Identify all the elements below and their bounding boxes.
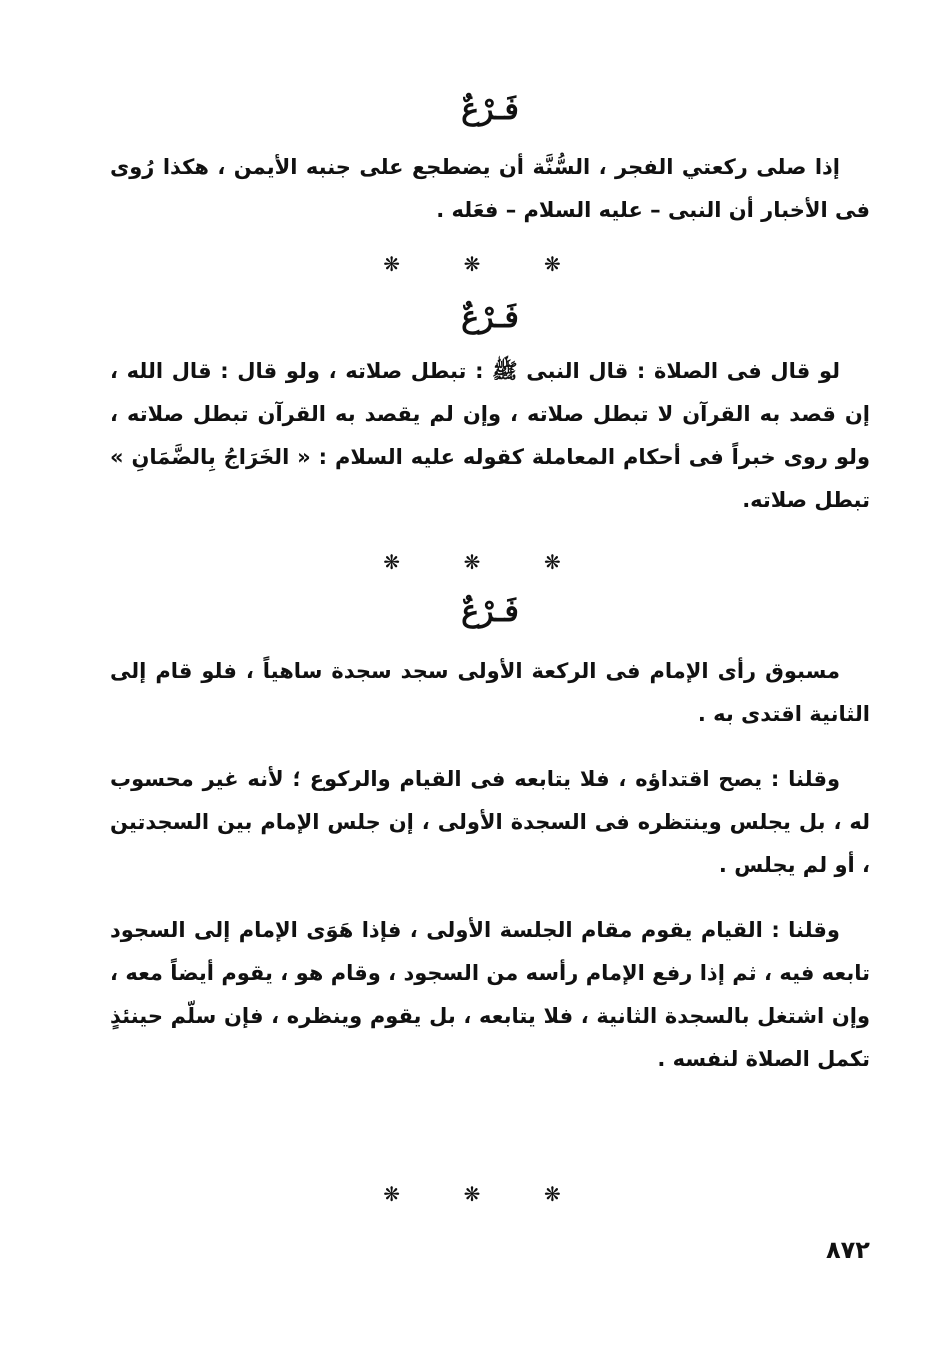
star-icon: ❋ (383, 1182, 401, 1206)
separator-stars (0, 1182, 944, 1206)
paragraph: مسبوق رأى الإمام فى الركعة الأولى سجد سجدة ساهياً ، فلو قام إلى الثانية اقتدى به . (110, 659, 870, 726)
page-number: ٨٧٢ (826, 1236, 870, 1264)
section-3 (110, 590, 870, 1081)
paragraph: وقلنا : يصح اقتداؤه ، فلا يتابعه فى القيام والركوع ؛ لأنه غير محسوب له ، بل يجلس وينتظره فى السجدة الأولى ، إن جلس الإمام بين السجدتين ، أو لم يجلس . (110, 767, 870, 877)
star-icon: ❋ (463, 550, 481, 574)
paragraph: إذا صلى ركعتي الفجر ، السُّنَّة أن يضطجع على جنبه الأيمن ، هكذا رُوى فى الأخبار أن النبى – عليه السلام – فعَله . (110, 155, 870, 222)
star-icon: ❋ (383, 550, 401, 574)
paragraph: وقلنا : القيام يقوم مقام الجلسة الأولى ، فإذا هَوَى الإمام إلى السجود تابعه فيه ، ثم إذا رفع الإمام رأسه من السجود ، وقام هو ، يقوم أيضاً معه ، وإن اشتغل بالسجدة الثانية ، فلا يتابعه ، بل يقوم وينظره ، فإن سلّم حينئذٍ تكمل الصلاة لنفسه . (110, 918, 870, 1071)
section-2 (110, 296, 870, 522)
separator-stars (0, 550, 944, 574)
star-icon: ❋ (463, 1182, 481, 1206)
star-icon: ❋ (543, 550, 561, 574)
section-heading: فَـرْعٌ (461, 594, 519, 629)
star-icon: ❋ (383, 252, 401, 276)
section-1 (110, 88, 870, 232)
star-icon: ❋ (463, 252, 481, 276)
section-heading: فَـرْعٌ (461, 92, 519, 127)
star-icon: ❋ (543, 1182, 561, 1206)
section-heading: فَـرْعٌ (461, 300, 519, 335)
star-icon: ❋ (543, 252, 561, 276)
separator-stars (0, 252, 944, 276)
paragraph: لو قال فى الصلاة : قال النبى ﷺ : تبطل صلاته ، ولو قال : قال الله ، إن قصد به القرآن لا تبطل صلاته ، وإن لم يقصد به القرآن تبطل صلاته ، ولو روى خبراً فى أحكام المعاملة كقوله عليه السلام : « الخَرَاجُ بِالضَّمَانِ » تبطل صلاته. (110, 359, 870, 512)
